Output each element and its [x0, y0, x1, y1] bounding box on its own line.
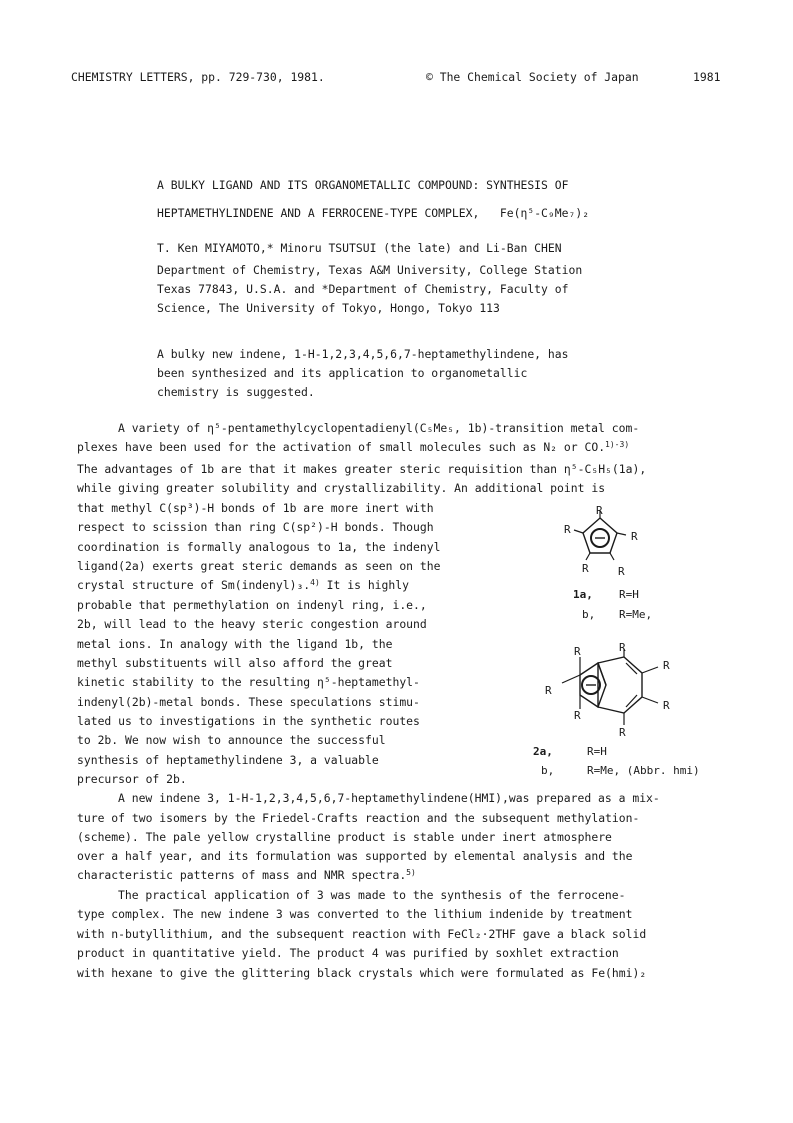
label-1a: 1a,: [573, 588, 593, 601]
cp-r-top: R: [596, 504, 603, 517]
p1-line-12: metal ions. In analogy with the ligand 1b, the: [77, 637, 393, 651]
p3-line-3: with n-butyllithium, and the subsequent reaction with FeCl₂·2THF gave a black solid: [77, 927, 647, 941]
affiliation-line-3: Science, The University of Tokyo, Hongo, Tokyo 113: [157, 301, 500, 315]
p1-line-17: to 2b. We now wish to announce the successful: [77, 733, 386, 747]
p3-line-1: The practical application of 3 was made to the synthesis of the ferrocene-: [118, 888, 626, 902]
copyright-notice: © The Chemical Society of Japan: [426, 70, 639, 84]
p2-line-5: [77, 868, 416, 882]
ref-1-3: 1)-3): [605, 440, 630, 449]
ind-r-1: R: [574, 645, 581, 658]
p2-line-1: A new indene 3, 1-H-1,2,3,4,5,6,7-heptamethylindene(HMI),was prepared as a mix-: [118, 791, 660, 805]
ind-r-2: R: [619, 641, 626, 654]
paper-title-line-2-text: HEPTAMETHYLINDENE AND A FERROCENE-TYPE COMPLEX,: [157, 206, 480, 220]
p1-line-16: lated us to investigations in the synthetic routes: [77, 714, 420, 728]
p3-line-2: type complex. The new indene 3 was converted to the lithium indenide by treatment: [77, 907, 633, 921]
p1-line-4: while giving greater solubility and crystallizability. An additional point is: [77, 481, 606, 495]
label-2b: b,: [541, 764, 555, 777]
ind-r-5: R: [663, 699, 670, 712]
ref-5: 5): [406, 868, 416, 877]
ind-r-3: R: [663, 659, 670, 672]
p1-line-5: that methyl C(sp³)-H bonds of 1b are more inert with: [77, 501, 434, 515]
cyclopentadienyl-structure: [555, 505, 645, 585]
abstract-line-2: been synthesized and its application to organometallic: [157, 366, 528, 380]
cp-r-bottom-right: R: [618, 565, 625, 578]
p1-line-9-text: crystal structure of Sm(indenyl)₃.: [77, 578, 311, 592]
p1-line-14: kinetic stability to the resulting η⁵-heptamethyl-: [77, 675, 420, 689]
label-1a-definition: R=H: [619, 588, 639, 601]
running-header: [71, 70, 731, 88]
header-year: 1981: [693, 70, 721, 84]
journal-citation: CHEMISTRY LETTERS, pp. 729-730, 1981.: [71, 70, 325, 84]
p3-line-4: product in quantitative yield. The product 4 was purified by soxhlet extraction: [77, 946, 619, 960]
p1-line-9: [77, 578, 409, 592]
p1-line-2: [77, 440, 629, 454]
author-list: T. Ken MIYAMOTO,* Minoru TSUTSUI (the late) and Li-Ban CHEN: [157, 241, 562, 255]
paper-title-line-2: [157, 206, 589, 220]
label-1b: b,: [582, 608, 596, 621]
affiliation-line-2: Texas 77843, U.S.A. and *Department of Chemistry, Faculty of: [157, 282, 569, 296]
p1-line-13: methyl substituents will also afford the great: [77, 656, 393, 670]
cp-r-bottom-left: R: [582, 562, 589, 575]
p1-line-15: indenyl(2b)-metal bonds. These speculations stimu-: [77, 695, 420, 709]
ref-4: 4): [310, 578, 320, 587]
p1-line-7: coordination is formally analogous to 1a, the indenyl: [77, 540, 441, 554]
p2-line-5-text: characteristic patterns of mass and NMR spectra.: [77, 868, 407, 882]
p2-line-3: (scheme). The pale yellow crystalline product is stable under inert atmosphere: [77, 830, 612, 844]
ind-r-7: R: [619, 726, 626, 739]
p3-line-5: with hexane to give the glittering black crystals which were formulated as Fe(hmi)₂: [77, 966, 647, 980]
label-1b-definition: R=Me,: [619, 608, 653, 621]
affiliation-line-1: Department of Chemistry, Texas A&M University, College Station: [157, 263, 583, 277]
indenyl-structure: [540, 643, 690, 738]
label-2b-definition: R=Me, (Abbr. hmi): [587, 764, 700, 777]
p1-line-11: 2b, will lead to the heavy steric congestion around: [77, 617, 427, 631]
paper-title-line-1: A BULKY LIGAND AND ITS ORGANOMETALLIC COMPOUND: SYNTHESIS OF: [157, 178, 569, 192]
p1-line-8: ligand(2a) exerts great steric demands as seen on the: [77, 559, 441, 573]
ind-r-6: R: [574, 709, 581, 722]
p2-line-2: ture of two isomers by the Friedel-Crafts reaction and the subsequent methylation-: [77, 811, 640, 825]
cp-r-left: R: [564, 523, 571, 536]
p1-line-6: respect to scission than ring C(sp²)-H bonds. Though: [77, 520, 434, 534]
p1-line-1: A variety of η⁵-pentamethylcyclopentadienyl(C₅Me₅, 1b)-transition metal com-: [118, 421, 640, 435]
label-2a-definition: R=H: [587, 745, 607, 758]
p1-line-19: precursor of 2b.: [77, 772, 187, 786]
p1-line-10: probable that permethylation on indenyl ring, i.e.,: [77, 598, 427, 612]
p1-line-9-tail: It is highly: [319, 578, 409, 592]
cp-r-right: R: [631, 530, 638, 543]
ind-r-4: R: [545, 684, 552, 697]
abstract-line-3: chemistry is suggested.: [157, 385, 315, 399]
paper-title-formula: Fe(η⁵-C₉Me₇)₂: [499, 206, 590, 220]
abstract-line-1: A bulky new indene, 1-H-1,2,3,4,5,6,7-heptamethylindene, has: [157, 347, 569, 361]
label-2a: 2a,: [533, 745, 553, 758]
p1-line-18: synthesis of heptamethylindene 3, a valuable: [77, 753, 379, 767]
p1-line-2-text: plexes have been used for the activation of small molecules such as N₂ or CO.: [77, 440, 606, 454]
p2-line-4: over a half year, and its formulation was supported by elemental analysis and the: [77, 849, 633, 863]
p1-line-3: The advantages of 1b are that it makes greater steric requisition than η⁵-C₅H₅(1a),: [77, 462, 647, 476]
